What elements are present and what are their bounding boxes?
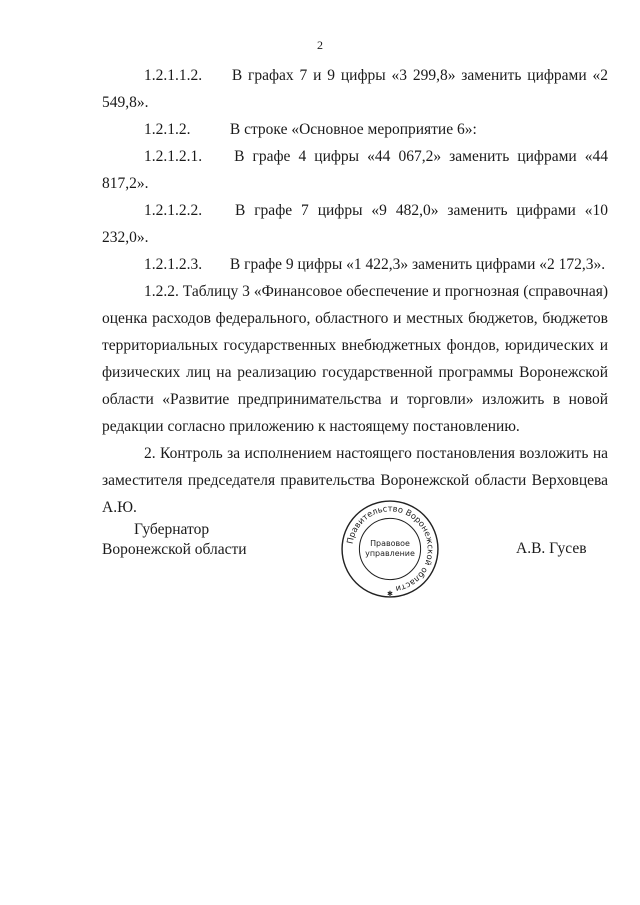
- item-text: В строке «Основное мероприятие 6»:: [229, 121, 477, 138]
- item-number: 1.2.1.2.: [144, 121, 191, 138]
- signatory-title-line2: Воронежской области: [102, 541, 247, 558]
- signatory-title: [102, 520, 282, 560]
- stamp-center-line1: Правовое: [370, 538, 410, 548]
- item-1-2-1-2-2: [102, 197, 608, 251]
- document-body: [102, 62, 608, 521]
- item-number: 1.2.1.2.1.: [144, 148, 203, 165]
- item-number: 1.2.1.2.2.: [144, 202, 203, 219]
- item-text: В графе 9 цифры «1 422,3» заменить цифрами «2 172,3».: [229, 256, 606, 273]
- page-number: 2: [317, 38, 323, 52]
- item-text: В графе 7 цифры «9 482,0» заменить цифрами «10 232,0».: [102, 202, 608, 246]
- signatory-title-line1: Губернатор: [134, 521, 210, 538]
- item-1-2-1-2: [102, 116, 608, 143]
- official-stamp: [339, 498, 441, 600]
- stamp-center-line2: управление: [365, 549, 415, 559]
- paragraph-1-2-2: 1.2.2. Таблицу 3 «Финансовое обеспечение и прогнозная (справочная) оценка расходов федерального, областного и местных бюджетов, бюджетов территориальных государственных внебюджетных фондов, юридических и физических лиц на реализацию государственной программы Воронежской области «Развитие предпринимательства и торговли» изложить в новой редакции согласно приложению к настоящему постановлению.: [102, 283, 608, 435]
- item-number: 1.2.1.1.2.: [144, 67, 203, 84]
- signatory-name: А.В. Гусев: [516, 540, 587, 557]
- item-text: В графе 4 цифры «44 067,2» заменить цифрами «44 817,2».: [102, 148, 609, 192]
- item-text: В графах 7 и 9 цифры «3 299,8» заменить цифрами «2 549,8».: [102, 67, 608, 111]
- stamp-ring-text: Правительство Воронежской области: [344, 503, 436, 595]
- item-1-2-1-2-3: [102, 251, 608, 278]
- item-1-2-1-2-1: [102, 143, 608, 197]
- item-1-2-1-1-2: [102, 62, 608, 116]
- stamp-star-icon: ✱: [387, 588, 393, 598]
- item-number: 1.2.1.2.3.: [144, 256, 203, 273]
- paragraph-2: 2. Контроль за исполнением настоящего постановления возложить на заместителя председателя правительства Воронежской области Верховцева А.Ю.: [102, 445, 608, 516]
